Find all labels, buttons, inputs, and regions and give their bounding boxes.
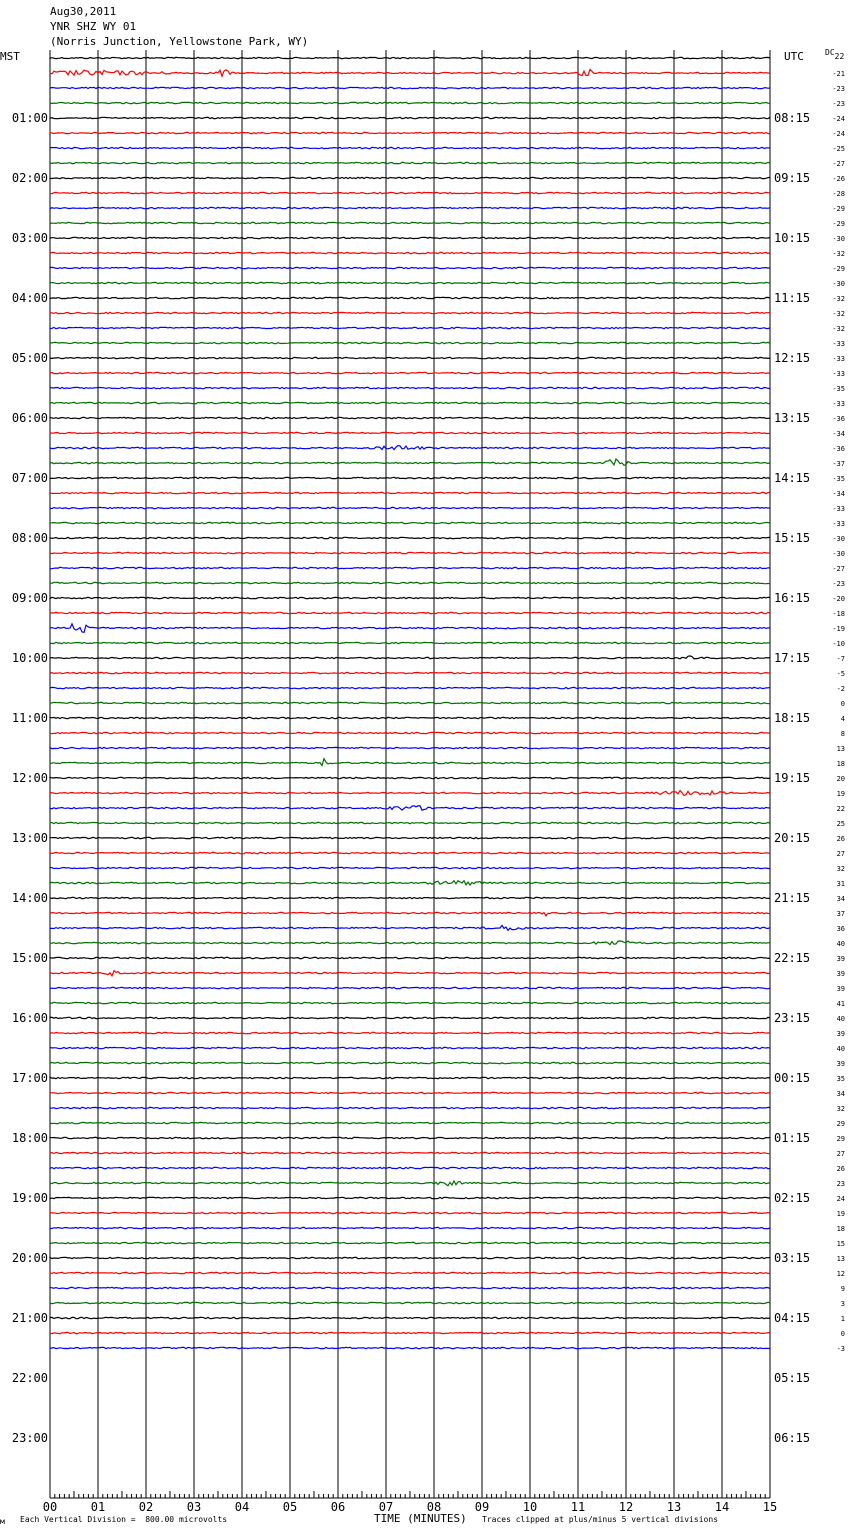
dc-offset-label: -23 xyxy=(832,580,845,588)
trace-line xyxy=(50,267,770,268)
dc-offset-label: 39 xyxy=(836,955,845,963)
mst-hour-label: 07:00 xyxy=(11,471,48,485)
trace-line xyxy=(50,162,770,163)
mst-hour-label: 13:00 xyxy=(11,831,48,845)
dc-offset-label: -29 xyxy=(832,265,845,273)
dc-offset-label: -2 xyxy=(836,685,845,693)
dc-offset-label: -37 xyxy=(832,460,845,468)
mst-hour-label: 12:00 xyxy=(11,771,48,785)
utc-hour-label: 15:15 xyxy=(774,531,811,545)
dc-offset-label: 1 xyxy=(840,1315,845,1323)
trace-line xyxy=(50,1257,770,1258)
dc-offset-label: -35 xyxy=(832,385,845,393)
dc-offset-label: -33 xyxy=(832,370,845,378)
trace-line xyxy=(50,372,770,373)
trace-line xyxy=(50,941,770,945)
trace-line xyxy=(50,837,770,838)
trace-line xyxy=(50,477,770,478)
dc-offset-label: -7 xyxy=(836,655,845,663)
dc-offset-label: 39 xyxy=(836,985,845,993)
trace-line xyxy=(50,987,770,988)
dc-offset-label: -32 xyxy=(832,310,845,318)
x-tick-label: 11 xyxy=(570,1500,586,1514)
dc-offset-label: 34 xyxy=(836,895,845,903)
dc-offset-label: -33 xyxy=(832,355,845,363)
trace-line xyxy=(50,1047,770,1048)
trace-line xyxy=(50,192,770,193)
mst-hour-label: 03:00 xyxy=(11,231,48,245)
dc-offset-label: 39 xyxy=(836,970,845,978)
utc-hour-label: 17:15 xyxy=(774,651,811,665)
dc-offset-label: 39 xyxy=(836,1030,845,1038)
dc-offset-label: -19 xyxy=(832,625,845,633)
trace-line xyxy=(50,732,770,733)
dc-offset-label: 4 xyxy=(840,715,845,723)
dc-offset-label: 27 xyxy=(836,850,845,858)
trace-line xyxy=(50,537,770,538)
trace-line xyxy=(50,402,770,403)
dc-offset-label: -26 xyxy=(832,175,845,183)
trace-line xyxy=(50,117,770,118)
mst-hour-label: 09:00 xyxy=(11,591,48,605)
trace-line xyxy=(50,459,770,465)
dc-offset-label: -28 xyxy=(832,190,845,198)
trace-line xyxy=(50,1181,770,1186)
dc-offset-label: -30 xyxy=(832,535,845,543)
trace-line xyxy=(50,822,770,823)
utc-hour-label: 09:15 xyxy=(774,171,811,185)
dc-offset-label: -27 xyxy=(832,160,845,168)
trace-line xyxy=(50,432,770,433)
dc-offset-label: -3 xyxy=(836,1345,845,1353)
dc-offset-label: 19 xyxy=(836,1210,845,1218)
trace-line xyxy=(50,1137,770,1138)
utc-hour-label: 11:15 xyxy=(774,291,811,305)
dc-offset-label: -29 xyxy=(832,205,845,213)
trace-line xyxy=(50,1197,770,1198)
dc-offset-label: 41 xyxy=(836,1000,845,1008)
dc-offset-label: 20 xyxy=(836,775,845,783)
dc-offset-label: -24 xyxy=(832,115,845,123)
utc-hour-label: 04:15 xyxy=(774,1311,811,1325)
trace-line xyxy=(50,282,770,283)
utc-hour-label: 16:15 xyxy=(774,591,811,605)
dc-offset-label: -18 xyxy=(832,610,845,618)
trace-line xyxy=(50,567,770,568)
utc-hour-label: 19:15 xyxy=(774,771,811,785)
dc-offset-label: -30 xyxy=(832,235,845,243)
trace-line xyxy=(50,87,770,88)
dc-offset-label: 40 xyxy=(836,1015,845,1023)
chart-location: (Norris Junction, Yellowstone Park, WY) xyxy=(50,35,309,48)
trace-line xyxy=(50,672,770,673)
dc-offset-label: -32 xyxy=(832,250,845,258)
utc-hour-label: 02:15 xyxy=(774,1191,811,1205)
dc-offset-label: 12 xyxy=(836,1270,845,1278)
trace-line xyxy=(50,971,770,976)
dc-offset-label: -35 xyxy=(832,475,845,483)
trace-line xyxy=(50,582,770,583)
x-tick-label: 07 xyxy=(378,1500,394,1514)
dc-offset-label: 25 xyxy=(836,820,845,828)
trace-line xyxy=(50,237,770,238)
mst-hour-label: 15:00 xyxy=(11,951,48,965)
trace-line xyxy=(50,1092,770,1093)
trace-line xyxy=(50,1062,770,1063)
dc-offset-label: 23 xyxy=(836,1180,845,1188)
x-tick-label: 05 xyxy=(282,1500,298,1514)
trace-line xyxy=(50,1272,770,1273)
dc-offset-label: -33 xyxy=(832,400,845,408)
mst-hour-label: 14:00 xyxy=(11,891,48,905)
dc-offset-label: -33 xyxy=(832,505,845,513)
dc-offset-label: -21 xyxy=(832,70,845,78)
utc-hour-label: 00:15 xyxy=(774,1071,811,1085)
dc-offset-label: 8 xyxy=(840,730,845,738)
dc-offset-label: -10 xyxy=(832,640,845,648)
x-tick-label: 15 xyxy=(762,1500,778,1514)
x-tick-label: 10 xyxy=(522,1500,538,1514)
trace-line xyxy=(50,957,770,958)
trace-line xyxy=(50,1152,770,1153)
trace-line xyxy=(50,357,770,358)
dc-offset-label: 36 xyxy=(836,925,845,933)
dc-offset-label: -32 xyxy=(832,295,845,303)
dc-label: DC22 xyxy=(825,48,845,61)
dc-offset-label: 29 xyxy=(836,1120,845,1128)
trace-line xyxy=(50,222,770,223)
utc-hour-label: 13:15 xyxy=(774,411,811,425)
mst-hour-label: 23:00 xyxy=(11,1431,48,1445)
trace-line xyxy=(50,57,770,58)
dc-offset-label: -32 xyxy=(832,325,845,333)
chart-date: Aug30,2011 xyxy=(50,5,117,18)
dc-offset-label: 40 xyxy=(836,940,845,948)
trace-line xyxy=(50,642,770,643)
x-tick-label: 02 xyxy=(138,1500,154,1514)
trace-line xyxy=(50,417,770,418)
trace-line xyxy=(50,747,770,748)
trace-line xyxy=(50,207,770,208)
trace-line xyxy=(50,1302,770,1303)
trace-line xyxy=(50,1167,770,1168)
x-tick-label: 01 xyxy=(90,1500,106,1514)
mst-hour-label: 10:00 xyxy=(11,651,48,665)
trace-line xyxy=(50,926,770,931)
x-tick-label: 04 xyxy=(234,1500,250,1514)
dc-offset-label: -34 xyxy=(832,490,845,498)
corner-mark: м xyxy=(0,1517,5,1526)
trace-line xyxy=(50,912,770,916)
trace-line xyxy=(50,1032,770,1033)
mst-hour-label: 21:00 xyxy=(11,1311,48,1325)
trace-line xyxy=(50,1287,770,1288)
chart-station: YNR SHZ WY 01 xyxy=(50,20,137,33)
trace-line xyxy=(50,522,770,523)
trace-line xyxy=(50,759,770,766)
dc-offset-label: -30 xyxy=(832,550,845,558)
mst-hour-label: 11:00 xyxy=(11,711,48,725)
trace-line xyxy=(50,312,770,313)
trace-line xyxy=(50,1347,770,1348)
trace-line xyxy=(50,777,770,778)
mst-hour-label: 06:00 xyxy=(11,411,48,425)
trace-line xyxy=(50,177,770,178)
trace-line xyxy=(50,1002,770,1003)
x-tick-label: 12 xyxy=(618,1500,634,1514)
utc-hour-label: 06:15 xyxy=(774,1431,811,1445)
dc-offset-label: -36 xyxy=(832,445,845,453)
trace-line xyxy=(50,897,770,898)
mst-hour-label: 22:00 xyxy=(11,1371,48,1385)
dc-offset-label: -23 xyxy=(832,85,845,93)
trace-line xyxy=(50,132,770,133)
trace-line xyxy=(50,1317,770,1318)
trace-line xyxy=(50,867,770,868)
mst-hour-label: 16:00 xyxy=(11,1011,48,1025)
trace-line xyxy=(50,507,770,508)
dc-offset-label: 34 xyxy=(836,1090,845,1098)
trace-line xyxy=(50,624,770,633)
x-tick-label: 06 xyxy=(330,1500,346,1514)
dc-offset-label: 32 xyxy=(836,1105,845,1113)
x-tick-label: 08 xyxy=(426,1500,442,1514)
dc-offset-label: -30 xyxy=(832,280,845,288)
dc-offset-label: -27 xyxy=(832,565,845,573)
dc-offset-label: 32 xyxy=(836,865,845,873)
trace-line xyxy=(50,102,770,103)
left-timezone-label: MST xyxy=(0,50,20,63)
dc-offset-label: 27 xyxy=(836,1150,845,1158)
trace-line xyxy=(50,342,770,343)
x-tick-label: 14 xyxy=(714,1500,730,1514)
trace-line xyxy=(50,387,770,388)
mst-hour-label: 01:00 xyxy=(11,111,48,125)
trace-line xyxy=(50,327,770,328)
dc-offset-label: 0 xyxy=(840,700,845,708)
trace-line xyxy=(50,69,770,76)
trace-line xyxy=(50,717,770,718)
mst-hour-label: 04:00 xyxy=(11,291,48,305)
utc-hour-label: 21:15 xyxy=(774,891,811,905)
trace-line xyxy=(50,806,770,810)
trace-line xyxy=(50,1107,770,1108)
utc-hour-label: 10:15 xyxy=(774,231,811,245)
right-timezone-label: UTC xyxy=(784,50,804,63)
dc-offset-label: -33 xyxy=(832,520,845,528)
trace-line xyxy=(50,1212,770,1213)
dc-offset-label: -34 xyxy=(832,430,845,438)
utc-hour-label: 20:15 xyxy=(774,831,811,845)
dc-offset-label: 26 xyxy=(836,1165,845,1173)
dc-offset-label: 37 xyxy=(836,910,845,918)
dc-offset-label: 9 xyxy=(840,1285,845,1293)
trace-line xyxy=(50,1122,770,1123)
dc-offset-label: -29 xyxy=(832,220,845,228)
trace-line xyxy=(50,702,770,703)
utc-hour-label: 22:15 xyxy=(774,951,811,965)
dc-offset-label: -5 xyxy=(836,670,845,678)
mst-hour-label: 17:00 xyxy=(11,1071,48,1085)
dc-offset-label: -36 xyxy=(832,415,845,423)
x-tick-label: 03 xyxy=(186,1500,202,1514)
dc-offset-label: 18 xyxy=(836,1225,845,1233)
mst-hour-label: 19:00 xyxy=(11,1191,48,1205)
trace-line xyxy=(50,1242,770,1243)
scale-note: Each Vertical Division = 800.00 microvolts xyxy=(20,1515,228,1524)
x-tick-label: 00 xyxy=(42,1500,58,1514)
utc-hour-label: 03:15 xyxy=(774,1251,811,1265)
dc-offset-label: -20 xyxy=(832,595,845,603)
dc-offset-label: 39 xyxy=(836,1060,845,1068)
dc-offset-label: 0 xyxy=(840,1330,845,1338)
trace-line xyxy=(50,552,770,553)
trace-line xyxy=(50,147,770,148)
mst-hour-label: 05:00 xyxy=(11,351,48,365)
trace-line xyxy=(50,1077,770,1078)
utc-hour-label: 18:15 xyxy=(774,711,811,725)
trace-line xyxy=(50,612,770,613)
dc-offset-label: 29 xyxy=(836,1135,845,1143)
dc-offset-label: 31 xyxy=(836,880,845,888)
dc-offset-label: 15 xyxy=(836,1240,845,1248)
trace-line xyxy=(50,687,770,688)
mst-hour-label: 08:00 xyxy=(11,531,48,545)
trace-line xyxy=(50,492,770,493)
mst-hour-label: 02:00 xyxy=(11,171,48,185)
utc-hour-label: 05:15 xyxy=(774,1371,811,1385)
dc-offset-label: -33 xyxy=(832,340,845,348)
dc-offset-label: 26 xyxy=(836,835,845,843)
utc-hour-label: 14:15 xyxy=(774,471,811,485)
trace-line xyxy=(50,297,770,298)
dc-offset-label: 13 xyxy=(836,1255,845,1263)
clip-note: Traces clipped at plus/minus 5 vertical divisions xyxy=(482,1515,719,1524)
utc-hour-label: 01:15 xyxy=(774,1131,811,1145)
trace-line xyxy=(50,1332,770,1333)
mst-hour-label: 18:00 xyxy=(11,1131,48,1145)
utc-hour-label: 12:15 xyxy=(774,351,811,365)
dc-offset-label: -25 xyxy=(832,145,845,153)
dc-offset-label: 24 xyxy=(836,1195,845,1203)
trace-line xyxy=(50,881,770,885)
dc-offset-label: 22 xyxy=(836,805,845,813)
dc-offset-label: -23 xyxy=(832,100,845,108)
trace-line xyxy=(50,252,770,253)
utc-hour-label: 23:15 xyxy=(774,1011,811,1025)
dc-offset-label: 3 xyxy=(840,1300,845,1308)
trace-line xyxy=(50,852,770,853)
trace-line xyxy=(50,1017,770,1018)
x-axis-title: TIME (MINUTES) xyxy=(374,1512,467,1525)
dc-offset-label: 35 xyxy=(836,1075,845,1083)
trace-line xyxy=(50,446,770,450)
trace-line xyxy=(50,1227,770,1228)
dc-offset-label: 40 xyxy=(836,1045,845,1053)
dc-offset-label: 18 xyxy=(836,760,845,768)
utc-hour-label: 08:15 xyxy=(774,111,811,125)
trace-line xyxy=(50,656,770,659)
mst-hour-label: 20:00 xyxy=(11,1251,48,1265)
x-tick-label: 13 xyxy=(666,1500,682,1514)
dc-offset-label: 19 xyxy=(836,790,845,798)
trace-line xyxy=(50,597,770,598)
trace-line xyxy=(50,791,770,796)
dc-offset-label: -24 xyxy=(832,130,845,138)
dc-offset-label: 13 xyxy=(836,745,845,753)
x-tick-label: 09 xyxy=(474,1500,490,1514)
